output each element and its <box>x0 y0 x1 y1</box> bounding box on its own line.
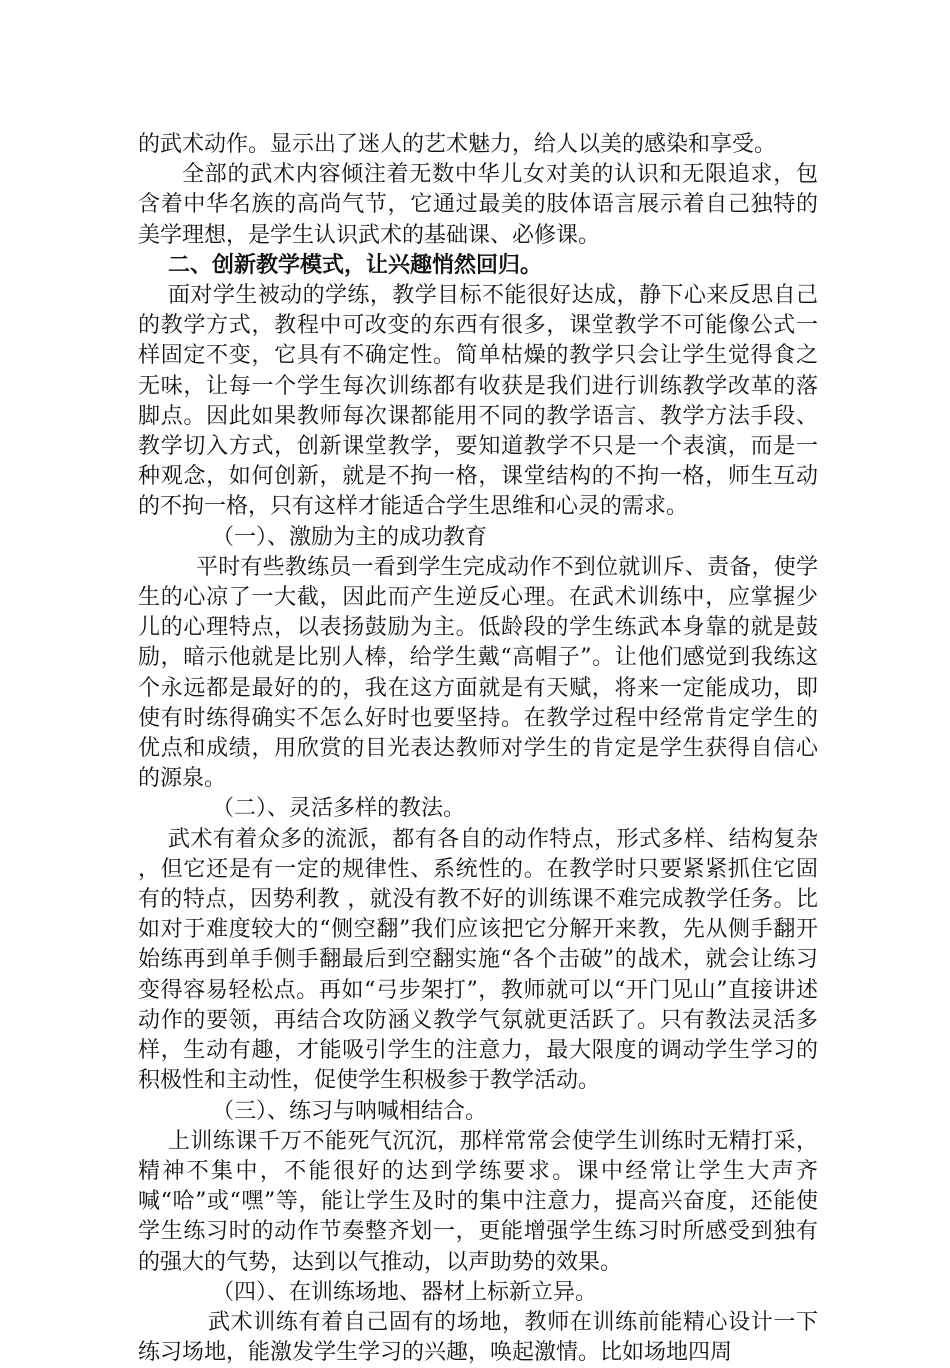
subheading-3: （三）、练习与呐喊相结合。 <box>212 1098 488 1124</box>
paragraph-teaching-methods: 武术有着众多的流派，都有各自的动作特点，形式多样、结构复杂 ，但它还是有一定的规律性、系统性的。在教学时只要紧紧抓住它固有的特点，因势利教 ，就没有教不好的训练课不难完成教学任务。比如对于难度较大的“侧空翻”我们应该把它分解开来教，先从侧手翻开始练再到单手侧手翻最后到空翻实施“各个击破”的战术，就会让练习变得容易轻松点。再如“弓步架打”，教师就可以“开门见山”直接讲述动作的要领，再结合攻防涵义教学气氛就更活跃了。只有教法灵活多样，生动有趣，才能吸引学生的注意力，最大限度的调动学生学习的积极性和主动性，促使学生积极参于教学活动。 <box>138 826 818 1094</box>
section-heading-2: 二、创新教学模式，让兴趣悄然回归。 <box>168 252 543 278</box>
paragraph-teaching-reflection: 面对学生被动的学练，教学目标不能很好达成，静下心来反思自己的教学方式，教程中可改变的东西有很多，课堂教学不可能像公式一样固定不变，它具有不确定性。简单枯燥的教学只会让学生觉得食之无味，让每一个学生每次训练都有收获是我们进行训练教学改革的落脚点。因此如果教师每次课都能用不同的教学语言、教学方法手段、教学切入方式，创新课堂教学，要知道教学不只是一个表演，而是一种观念，如何创新，就是不拘一格，课堂结构的不拘一格，师生互动的不拘一格，只有这样才能适合学生思维和心灵的需求。 <box>138 283 818 520</box>
subheading-4: （四）、在训练场地、器材上标新立异。 <box>212 1279 598 1305</box>
paragraph-continuation: 的武术动作。显示出了迷人的艺术魅力，给人以美的感染和享受。 <box>138 132 777 157</box>
subheading-1: （一）、激励为主的成功教育 <box>212 524 488 550</box>
paragraph-shouting: 上训练课千万不能死气沉沉，那样常常会使学生训练时无精打采，精神不集中，不能很好的达到学练要求。课中经常让学生大声齐喊“哈”或“嘿”等，能让学生及时的集中注意力，提高兴奋度，还能使学生练习时的动作节奏整齐划一，更能增强学生练习时所感受到独有的强大的气势，达到以气推动，以声助势的效果。 <box>138 1128 818 1275</box>
subheading-2: （二）、灵活多样的教法。 <box>212 796 466 822</box>
paragraph-wushu-content: 全部的武术内容倾注着无数中华儿女对美的认识和无限追求，包含着中华名族的高尚气节，它通过最美的肢体语言展示着自己独特的美学理想，是学生认识武术的基础课、必修课。 <box>138 162 818 248</box>
document-body <box>138 130 818 1368</box>
paragraph-training-venue: 武术训练有着自己固有的场地，教师在训练前能精心设计一下练习场地，能激发学生学习的兴趣，唤起激情。比如场地四周 <box>138 1309 818 1366</box>
paragraph-encouragement: 平时有些教练员一看到学生完成动作不到位就训斥、责备，使学生的心凉了一大截，因此而产生逆反心理。在武术训练中，应掌握少儿的心理特点，以表扬鼓励为主。低龄段的学生练武本身靠的就是鼓励，暗示他就是比别人棒，给学生戴“高帽子”。让他们感觉到我练这个永远都是最好的的，我在这方面就是有天赋，将来一定能成功，即使有时练得确实不怎么好时也要坚持。在教学过程中经常肯定学生的优点和成绩，用欣赏的目光表达教师对学生的肯定是学生获得自信心的源泉。 <box>138 554 818 792</box>
